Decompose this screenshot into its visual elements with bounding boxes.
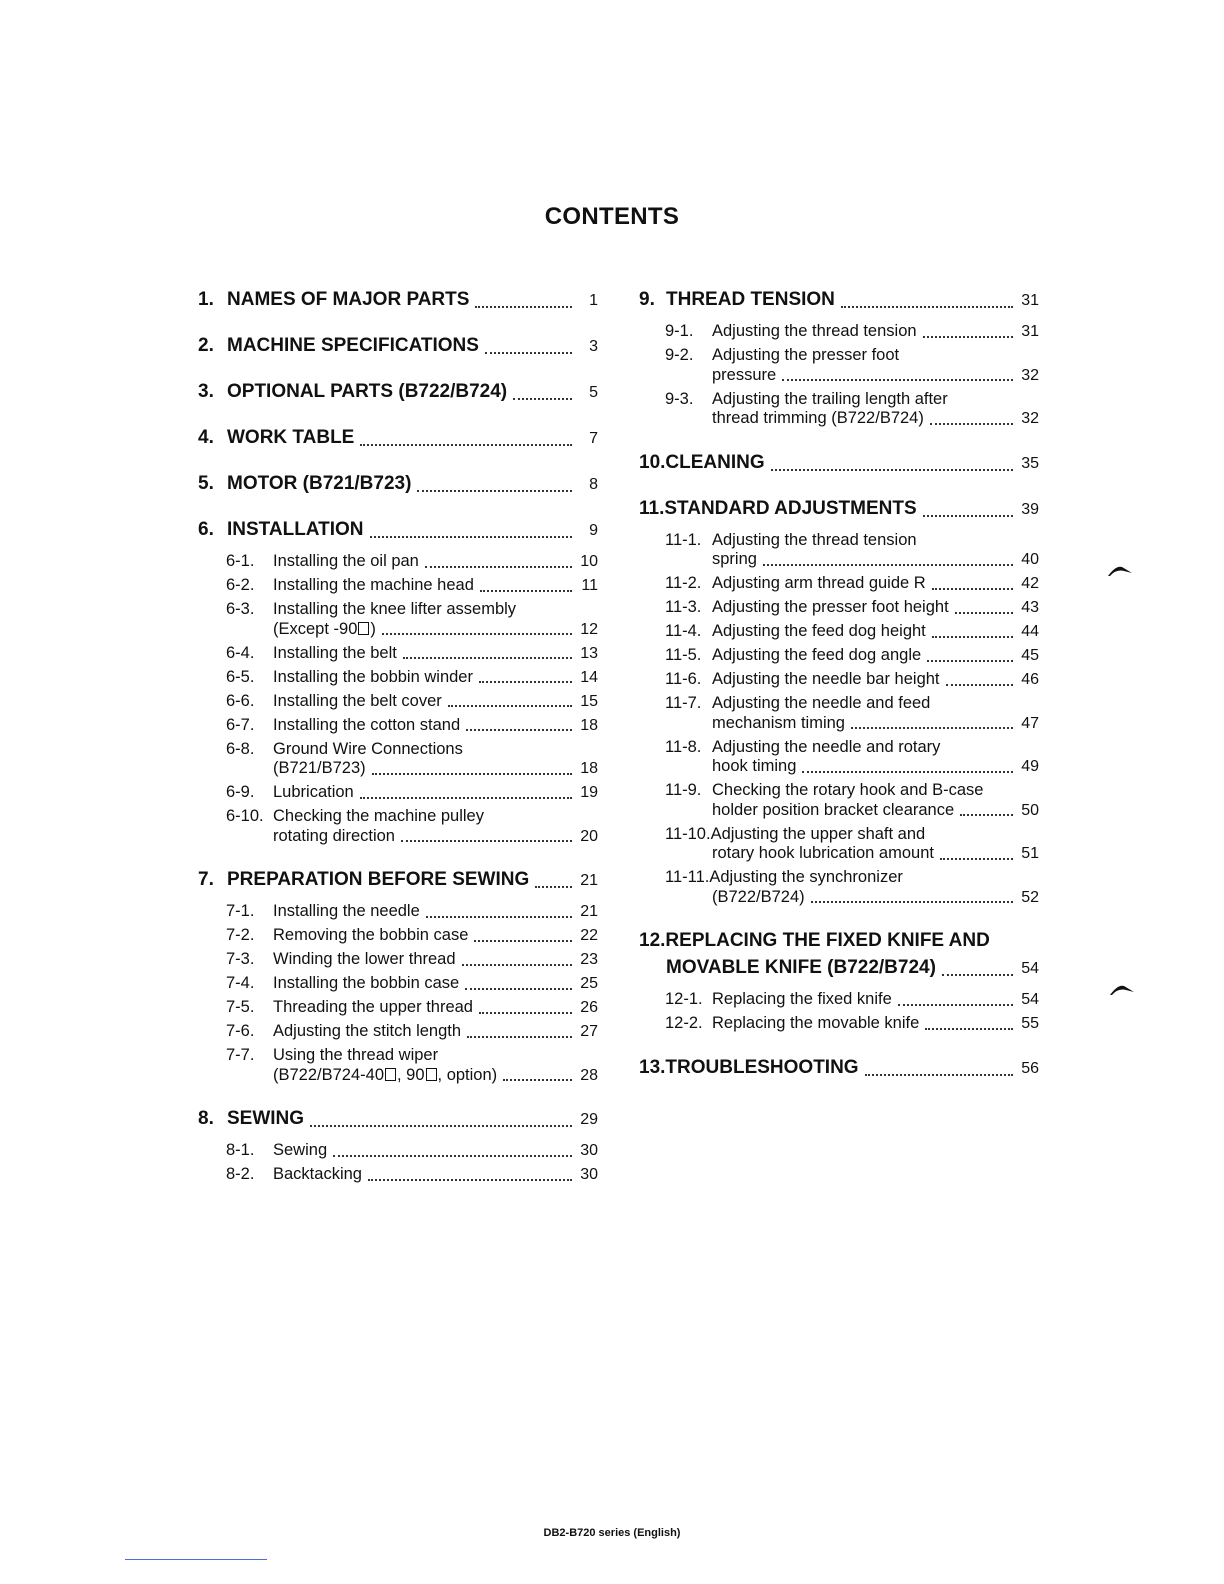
subsection-title: Adjusting the thread tension: [712, 530, 917, 549]
toc-subsection-entry[interactable]: [639, 390, 1039, 410]
subsection-number: 11-4.: [665, 622, 702, 640]
footer-rule: [125, 1559, 267, 1560]
section-number: 2.: [198, 335, 214, 356]
subsection-title: Adjusting the thread tension: [712, 322, 917, 340]
toc-subsection-entry-continued[interactable]: [198, 620, 598, 640]
toc-subsection-entry[interactable]: [198, 974, 598, 994]
subsection-title: Using the thread wiper: [273, 1046, 439, 1064]
leader-dots: [417, 490, 572, 492]
subsection-page-number: 32: [1021, 410, 1039, 427]
toc-subsection-entry[interactable]: [639, 598, 1039, 618]
section-number: 13.: [639, 1056, 666, 1078]
subsection-title-line2: rotary hook lubrication amount: [712, 844, 934, 862]
section-title: STANDARD ADJUSTMENTS: [664, 497, 917, 519]
subsection-title-line2: thread trimming (B722/B724): [712, 409, 924, 427]
toc-left-column: [198, 288, 598, 1185]
subsection-gap: [639, 312, 1039, 322]
toc-section-entry[interactable]: [639, 929, 1039, 952]
subsection-title: Adjusting the needle and rotary: [712, 737, 941, 756]
subsection-number: 11-11.: [665, 868, 710, 886]
toc-subsection-entry[interactable]: [639, 531, 1039, 551]
leader-dots: [467, 1036, 572, 1038]
leader-dots: [466, 729, 572, 731]
subsection-page-number: 18: [580, 716, 598, 734]
subsection-page-number: 14: [580, 668, 598, 686]
subsection-title: Adjusting the stitch length: [273, 1022, 462, 1040]
section-gap: [198, 450, 598, 472]
toc-subsection-entry[interactable]: [198, 783, 598, 803]
subsection-page-number: 25: [580, 975, 598, 992]
section-number: 1.: [198, 289, 214, 310]
leader-dots: [462, 964, 572, 966]
subsection-title-line2: (B721/B723): [273, 759, 366, 777]
subsection-number: 8-1.: [226, 1141, 255, 1159]
subsection-number: 11-3.: [665, 598, 702, 616]
toc-section-entry[interactable]: [639, 497, 1039, 521]
subsection-number: 9-2.: [665, 346, 694, 364]
subsection-page-number: 23: [580, 951, 598, 968]
subsection-title: Installing the needle: [273, 902, 420, 920]
section-page-number: 35: [1021, 454, 1039, 472]
leader-dots: [923, 515, 1013, 517]
subsection-number: 7-1.: [226, 902, 255, 920]
toc-subsection-entry[interactable]: [639, 825, 1039, 845]
subsection-page-number: 50: [1021, 801, 1039, 819]
subsection-page-number: 11: [581, 577, 598, 594]
subsection-title-line2: (B722/B724): [712, 887, 805, 906]
subsection-title: Removing the bobbin case: [273, 926, 469, 944]
square-placeholder-glyph: [358, 622, 369, 635]
toc-subsection-entry[interactable]: [198, 950, 598, 970]
toc-subsection-entry-continued[interactable]: [639, 844, 1039, 864]
subsection-number: 6-8.: [226, 739, 255, 758]
leader-dots: [479, 1012, 572, 1014]
subsection-title-line2: hook timing: [712, 757, 797, 775]
section-page-number: 21: [580, 872, 598, 889]
subsection-page-number: 43: [1021, 599, 1039, 616]
toc-subsection-entry[interactable]: [639, 738, 1039, 758]
section-number: 9.: [639, 289, 655, 310]
toc-subsection-entry-continued[interactable]: [639, 801, 1039, 821]
subsection-number: 6-1.: [226, 552, 255, 570]
section-title: WORK TABLE: [227, 427, 355, 448]
toc-subsection-entry[interactable]: [198, 1141, 598, 1161]
subsection-number: 6-3.: [226, 600, 255, 618]
subsection-gap: [198, 1131, 598, 1141]
section-number: 11.: [639, 497, 665, 519]
leader-dots: [851, 727, 1013, 729]
section-number: 5.: [198, 473, 214, 494]
subsection-title: Adjusting the feed dog angle: [712, 646, 922, 664]
subsection-gap: [639, 980, 1039, 990]
section-title: TROUBLESHOOTING: [665, 1056, 859, 1078]
toc-subsection-entry[interactable]: [639, 346, 1039, 366]
toc-subsection-entry[interactable]: [639, 622, 1039, 642]
subsection-page-number: 44: [1021, 623, 1039, 640]
section-number: 10.: [639, 451, 666, 473]
toc-subsection-entry[interactable]: [198, 716, 598, 736]
subsection-number: 7-3.: [226, 950, 255, 968]
section-gap: [198, 846, 598, 868]
leader-dots: [802, 771, 1013, 773]
toc-subsection-entry-continued[interactable]: [639, 888, 1039, 908]
toc-section-entry[interactable]: [198, 518, 598, 542]
subsection-page-number: 18: [580, 760, 598, 777]
leader-dots: [360, 797, 572, 799]
leader-dots: [479, 681, 572, 683]
toc-section-entry[interactable]: [639, 288, 1039, 312]
leader-dots: [310, 1125, 572, 1127]
subsection-number: 6-2.: [226, 576, 255, 594]
toc-subsection-entry[interactable]: [198, 1046, 598, 1066]
toc-subsection-entry[interactable]: [198, 998, 598, 1018]
subsection-page-number: 20: [580, 827, 598, 845]
subsection-title-line2: (Except -90 ): [273, 619, 376, 638]
leader-dots: [940, 858, 1013, 860]
subsection-title-line2: mechanism timing: [712, 713, 845, 732]
page-title: CONTENTS: [544, 203, 680, 230]
toc-subsection-entry-continued[interactable]: [639, 550, 1039, 570]
section-page-number: 54: [1021, 960, 1039, 977]
toc-subsection-entry[interactable]: [198, 902, 598, 922]
section-gap: [639, 475, 1039, 497]
leader-dots: [485, 352, 572, 354]
toc-subsection-entry[interactable]: [639, 574, 1039, 594]
subsection-number: 11-10.: [665, 824, 711, 843]
subsection-page-number: 40: [1021, 551, 1039, 568]
leader-dots: [942, 974, 1013, 976]
section-title: NAMES OF MAJOR PARTS: [227, 289, 470, 310]
toc-section-entry[interactable]: [198, 334, 598, 358]
toc-section-entry-continued[interactable]: [639, 956, 1039, 980]
toc-subsection-entry[interactable]: [198, 1165, 598, 1185]
subsection-title: Checking the rotary hook and B-case: [712, 781, 984, 799]
subsection-number: 7-4.: [226, 974, 255, 992]
section-number: 7.: [198, 869, 214, 890]
toc-section-entry[interactable]: [639, 1056, 1039, 1080]
section-gap: [198, 358, 598, 380]
section-page-number: 29: [580, 1111, 598, 1128]
subsection-title: Installing the bobbin case: [273, 974, 460, 992]
subsection-page-number: 46: [1021, 671, 1039, 688]
subsection-title-line2: holder position bracket clearance: [712, 800, 955, 819]
subsection-number: 6-6.: [226, 691, 255, 710]
subsection-page-number: 31: [1021, 323, 1039, 340]
subsection-page-number: 21: [580, 903, 598, 920]
toc-subsection-entry-continued[interactable]: [639, 757, 1039, 777]
subsection-page-number: 51: [1021, 845, 1039, 862]
subsection-title: Winding the lower thread: [273, 950, 456, 968]
subsection-title: Installing the cotton stand: [273, 715, 461, 734]
section-page-number: 3: [589, 338, 598, 355]
subsection-title: Backtacking: [273, 1165, 362, 1183]
toc-subsection-entry[interactable]: [198, 926, 598, 946]
leader-dots: [401, 840, 572, 842]
section-gap: [198, 312, 598, 334]
toc-subsection-entry[interactable]: [198, 552, 598, 572]
leader-dots: [403, 657, 572, 659]
section-gap: [198, 496, 598, 518]
leader-dots: [360, 444, 572, 446]
subsection-gap: [198, 892, 598, 902]
section-page-number: 7: [589, 430, 598, 447]
section-gap: [639, 907, 1039, 929]
section-page-number: 9: [589, 522, 598, 539]
toc-section-entry[interactable]: [198, 288, 598, 312]
subsection-title-line2: pressure: [712, 365, 777, 384]
subsection-title: Adjusting arm thread guide R: [712, 574, 926, 592]
subsection-page-number: 42: [1021, 575, 1039, 592]
subsection-title: Adjusting the presser foot height: [712, 598, 949, 616]
subsection-title: Adjusting the trailing length after: [712, 389, 948, 408]
subsection-page-number: 26: [580, 999, 598, 1016]
leader-dots: [932, 588, 1013, 590]
leader-dots: [946, 684, 1013, 686]
leader-dots: [513, 398, 572, 400]
margin-mark-icon: [1108, 982, 1136, 996]
subsection-title: Installing the oil pan: [273, 552, 419, 570]
leader-dots: [763, 564, 1013, 566]
section-page-number: 5: [589, 384, 598, 401]
subsection-number: 8-2.: [226, 1165, 255, 1183]
subsection-title: Adjusting the feed dog height: [712, 622, 926, 640]
subsection-number: 7-7.: [226, 1046, 255, 1064]
subsection-title: Adjusting the needle and feed: [712, 694, 931, 712]
leader-dots: [932, 636, 1013, 638]
subsection-gap: [198, 542, 598, 552]
toc-subsection-entry[interactable]: [639, 694, 1039, 714]
toc-subsection-entry[interactable]: [198, 600, 598, 620]
subsection-title: Installing the knee lifter assembly: [273, 600, 517, 618]
subsection-gap: [639, 521, 1039, 531]
toc-subsection-entry[interactable]: [198, 576, 598, 596]
leader-dots: [480, 590, 572, 592]
subsection-number: 12-2.: [665, 1014, 703, 1032]
leader-dots: [370, 536, 573, 538]
subsection-number: 11-8.: [665, 737, 702, 756]
toc-section-entry[interactable]: [198, 1107, 598, 1131]
section-title: CLEANING: [665, 451, 765, 473]
subsection-title: Adjusting the upper shaft and: [710, 824, 926, 843]
section-number: 4.: [198, 427, 214, 448]
leader-dots: [811, 901, 1013, 903]
subsection-title: Installing the belt: [273, 643, 397, 662]
toc-section-entry[interactable]: [198, 426, 598, 450]
subsection-number: 7-6.: [226, 1022, 255, 1040]
subsection-title-line2: spring: [712, 550, 757, 568]
leader-dots: [927, 660, 1013, 662]
toc-subsection-entry[interactable]: [639, 322, 1039, 342]
toc-subsection-entry[interactable]: [639, 670, 1039, 690]
leader-dots: [503, 1079, 572, 1081]
section-gap: [198, 404, 598, 426]
subsection-page-number: 28: [580, 1066, 598, 1084]
section-page-number: 39: [1021, 500, 1039, 518]
leader-dots: [930, 423, 1013, 425]
subsection-number: 6-7.: [226, 715, 255, 734]
leader-dots: [841, 306, 1013, 308]
leader-dots: [955, 612, 1013, 614]
subsection-page-number: 22: [580, 927, 598, 944]
leader-dots: [426, 916, 572, 918]
subsection-number: 11-6.: [665, 670, 702, 688]
subsection-page-number: 12: [580, 620, 598, 638]
toc-subsection-entry-continued[interactable]: [639, 409, 1039, 429]
toc-subsection-entry[interactable]: [198, 1022, 598, 1042]
subsection-title: Installing the belt cover: [273, 691, 442, 710]
leader-dots: [382, 633, 572, 635]
subsection-page-number: 32: [1021, 366, 1039, 384]
leader-dots: [474, 940, 572, 942]
section-title-line2: MOVABLE KNIFE (B722/B724): [666, 957, 936, 978]
page-footer: DB2-B720 series (English): [543, 1527, 681, 1539]
leader-dots: [782, 379, 1013, 381]
leader-dots: [475, 306, 572, 308]
toc-section-entry[interactable]: [198, 380, 598, 404]
subsection-number: 6-5.: [226, 667, 255, 686]
subsection-title: Replacing the movable knife: [712, 1014, 920, 1032]
toc-section-entry[interactable]: [198, 472, 598, 496]
leader-dots: [535, 886, 572, 888]
toc-section-entry[interactable]: [198, 868, 598, 892]
section-number: 6.: [198, 519, 214, 540]
subsection-page-number: 10: [580, 553, 598, 570]
subsection-title: Adjusting the needle bar height: [712, 670, 940, 688]
leader-dots: [333, 1155, 572, 1157]
toc-right-column: [639, 288, 1039, 1080]
section-title: REPLACING THE FIXED KNIFE AND: [665, 930, 990, 951]
leader-dots: [448, 705, 572, 707]
subsection-number: 7-2.: [226, 926, 255, 944]
subsection-number: 6-4.: [226, 643, 255, 662]
leader-dots: [960, 814, 1013, 816]
subsection-number: 12-1.: [665, 990, 703, 1008]
subsection-number: 11-2.: [665, 574, 702, 592]
subsection-number: 7-5.: [226, 998, 255, 1016]
subsection-title: Adjusting the synchronizer: [709, 868, 903, 886]
subsection-page-number: 49: [1021, 758, 1039, 775]
leader-dots: [898, 1004, 1013, 1006]
toc-subsection-entry[interactable]: [198, 740, 598, 760]
subsection-page-number: 52: [1021, 888, 1039, 906]
subsection-page-number: 55: [1021, 1015, 1039, 1032]
subsection-title: Checking the machine pulley: [273, 807, 484, 825]
section-title: PREPARATION BEFORE SEWING: [227, 869, 530, 890]
leader-dots: [865, 1074, 1013, 1076]
subsection-number: 6-9.: [226, 783, 255, 801]
subsection-title-line2: rotating direction: [273, 826, 395, 845]
toc-subsection-entry-continued[interactable]: [639, 366, 1039, 386]
toc-subsection-entry[interactable]: [639, 781, 1039, 801]
subsection-title: Installing the machine head: [273, 576, 474, 594]
margin-mark-icon: [1106, 563, 1134, 577]
section-number: 3.: [198, 381, 214, 402]
subsection-page-number: 19: [580, 784, 598, 801]
subsection-page-number: 47: [1021, 714, 1039, 732]
toc-subsection-entry[interactable]: [639, 1014, 1039, 1034]
subsection-number: 11-7.: [665, 694, 702, 712]
section-page-number: 8: [589, 476, 598, 493]
leader-dots: [372, 773, 572, 775]
subsection-title: Ground Wire Connections: [273, 739, 463, 758]
subsection-title: Sewing: [273, 1141, 328, 1159]
leader-dots: [923, 336, 1013, 338]
toc-subsection-entry-continued[interactable]: [198, 1066, 598, 1086]
subsection-page-number: 54: [1021, 991, 1039, 1008]
subsection-number: 11-9.: [665, 781, 702, 799]
leader-dots: [465, 988, 572, 990]
square-placeholder-glyph: [426, 1068, 437, 1081]
toc-subsection-entry-continued[interactable]: [639, 714, 1039, 734]
subsection-page-number: 15: [580, 692, 598, 710]
subsection-page-number: 27: [580, 1023, 598, 1040]
section-title: INSTALLATION: [227, 519, 364, 540]
subsection-number: 11-5.: [665, 646, 702, 664]
toc-section-entry[interactable]: [639, 451, 1039, 475]
toc-subsection-entry[interactable]: [198, 644, 598, 664]
subsection-page-number: 30: [580, 1166, 598, 1183]
subsection-title: Adjusting the presser foot: [712, 346, 900, 364]
section-page-number: 31: [1021, 292, 1039, 309]
section-title: OPTIONAL PARTS (B722/B724): [227, 381, 508, 402]
subsection-title: Lubrication: [273, 783, 354, 801]
section-title: MACHINE SPECIFICATIONS: [227, 335, 479, 356]
section-gap: [639, 429, 1039, 451]
subsection-page-number: 30: [580, 1142, 598, 1159]
subsection-title: Installing the bobbin winder: [273, 667, 473, 686]
toc-subsection-entry[interactable]: [639, 990, 1039, 1010]
square-placeholder-glyph: [385, 1068, 396, 1081]
section-number: 12.: [639, 930, 666, 951]
toc-subsection-entry-continued[interactable]: [198, 759, 598, 779]
section-number: 8.: [198, 1108, 214, 1129]
section-title: MOTOR (B721/B723): [227, 473, 412, 494]
section-gap: [639, 1034, 1039, 1056]
toc-subsection-entry[interactable]: [198, 692, 598, 712]
leader-dots: [925, 1028, 1013, 1030]
toc-subsection-entry[interactable]: [198, 807, 598, 827]
section-page-number: 56: [1021, 1059, 1039, 1077]
subsection-number: 9-1.: [665, 322, 694, 340]
section-title: SEWING: [227, 1108, 305, 1129]
toc-subsection-entry[interactable]: [639, 646, 1039, 666]
subsection-page-number: 45: [1021, 647, 1039, 664]
subsection-title: Replacing the fixed knife: [712, 990, 892, 1008]
subsection-page-number: 13: [580, 644, 598, 662]
section-page-number: 1: [589, 292, 598, 309]
toc-subsection-entry-continued[interactable]: [198, 827, 598, 847]
subsection-title-line2: (B722/B724-40 , 90 , option): [273, 1065, 498, 1084]
toc-subsection-entry[interactable]: [198, 668, 598, 688]
subsection-number: 6-10.: [226, 807, 264, 825]
section-gap: [198, 1085, 598, 1107]
subsection-number: 11-1.: [665, 530, 702, 549]
toc-subsection-entry[interactable]: [639, 868, 1039, 888]
section-title: THREAD TENSION: [666, 289, 835, 310]
leader-dots: [425, 566, 572, 568]
subsection-title: Threading the upper thread: [273, 998, 473, 1016]
leader-dots: [368, 1179, 572, 1181]
leader-dots: [771, 469, 1013, 471]
subsection-number: 9-3.: [665, 389, 694, 408]
